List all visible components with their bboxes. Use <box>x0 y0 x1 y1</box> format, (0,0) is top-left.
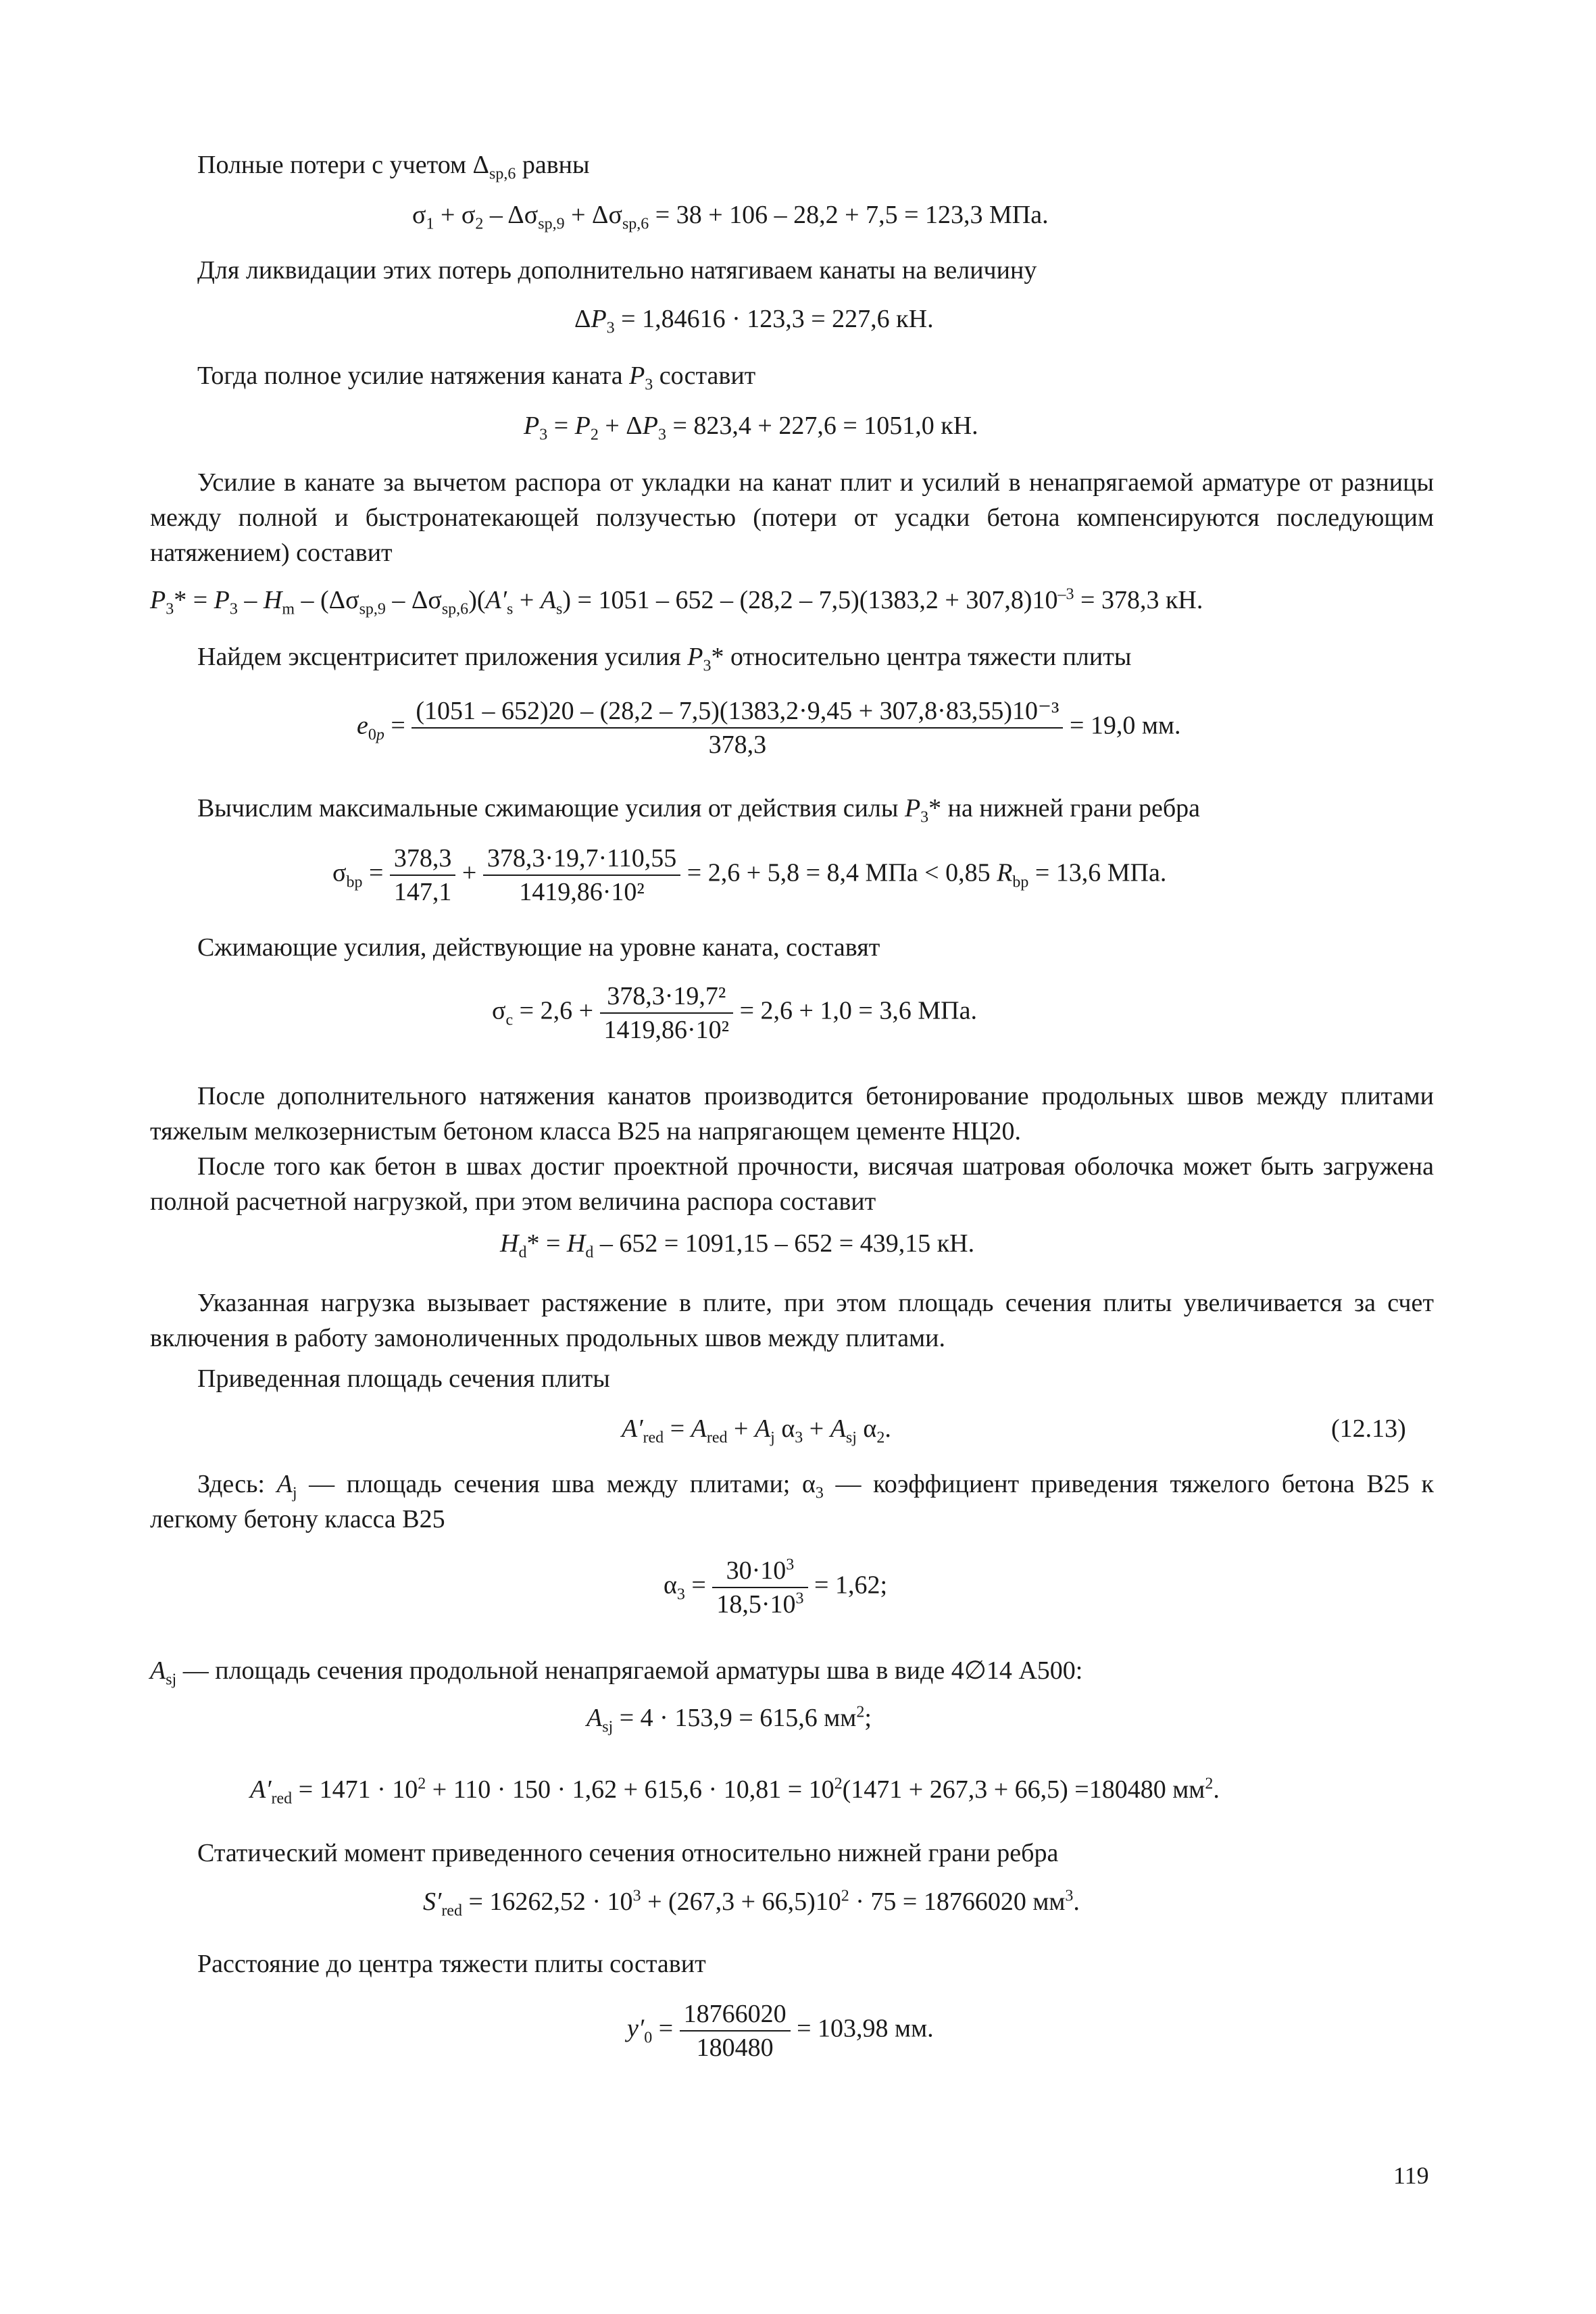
equation-result: = 2,6 + 1,0 = 3,6 МПа. <box>739 996 977 1025</box>
text-line-reduced-area: Приведенная площадь сечения плиты <box>197 1364 610 1393</box>
equation-alpha3: $\alpha_3$ = $\frac{30\cdot 10^3}{18,5\cdot 10^3}$ = 1,62; <box>664 1556 888 1619</box>
fraction-numerator: 378,3·19,7·110,55 <box>483 843 680 876</box>
fraction-denominator: 147,1 <box>393 878 452 906</box>
fraction-numerator: 378,3·19,7² <box>600 981 734 1014</box>
fraction-numerator: 18766020 <box>680 1999 791 2032</box>
fraction-denominator: $18,5\cdot 10^3$ <box>716 1590 804 1619</box>
text-line-eccentricity: Найдем эксцентриситет приложения усилия $P_3*$ относительно центра тяжести плиты <box>197 643 1132 675</box>
equation-sigma-bp: $\sigma_{bp}$ = $\frac{378,3}{147,1}$ + $\frac{378,3\cdot 19,7\cdot 110,55}{\text{1419,86·10²}}$ = 2,6 + 5,8 = 8,4 МПа < 0,85 $R_{bp} = 13,6$ МПа. <box>332 844 1167 906</box>
paragraph-concreting: После дополнительного натяжения канатов производится бетонирование продольных швов между плитами тяжелым мелкозернистым бетоном класса B25 на напрягающем цементе НЦ20. <box>150 1082 1434 1146</box>
equation-hd-star: $H_d* = H_d - 652 = 1091,15 - 652 = 439,15$ кН. <box>500 1229 975 1262</box>
equation-p3: $P_3 = P_2 + \Delta P_3 = 823,4 + 227,6 = 1051,0$ кН. <box>524 412 978 444</box>
paragraph-load-tension: Указанная нагрузка вызывает растяжение в плите, при этом площадь сечения плиты увеличивается за счет включения в работу замоноличенных продольных швов между плитами. <box>150 1289 1434 1352</box>
equation-reduced-area-value: $A'_{red} = 1471 \cdot 10^2 + 110 \cdot 150 \cdot 1,62 + 615,6 \cdot 10,81 = 10^2(1471 + 267,3 + 66,5) =180480$ $мм^2$. <box>250 1775 1220 1808</box>
equation-delta-p3: $\Delta P_3 = 1,84616 \cdot 123,3 = 227,6$ кН. <box>574 305 934 337</box>
equation-y0: $y'_0$ = $\frac{18766020}{180480}$ = 103,98 мм. <box>627 2000 934 2062</box>
fraction-sigma-bp-1 <box>390 843 456 907</box>
paragraph-after-strength: После того как бетон в швах достиг проектной прочности, висячая шатровая оболочка может быть загружена полной расчетной нагрузкой, при этом величина распора составит <box>150 1152 1434 1216</box>
equation-asj: $A_{sj} = 4 \cdot 153,9 = 615,6$ $мм^2$; <box>587 1703 872 1736</box>
fraction-numerator: 378,3 <box>390 843 456 876</box>
fraction-numerator: $30\cdot 10^3$ <box>712 1556 807 1588</box>
paragraph-here: Здесь: $A_j$ — площадь сечения шва между плитами; $\alpha_3$ — коэффициент приведения тяжелого бетона B25 к легкому бетону класса B25 <box>150 1470 1434 1533</box>
text-line-distance: Расстояние до центра тяжести плиты составит <box>197 1950 706 1978</box>
text-line-static-moment: Статический момент приведенного сечения относительно нижней грани ребра <box>197 1839 1059 1867</box>
text-line-full-force: Тогда полное усилие натяжения каната $P_3$ составит <box>197 362 756 394</box>
equation-total-losses: $\sigma_1 + \sigma_2 - \Delta\sigma_{sp,9} + \Delta\sigma_{sp,6} = 38 + 106 - 28,2 + 7,5 = 123,3$ МПа. <box>412 201 1049 233</box>
equation-reduced-area: $A'_{red} = A_{red} + A_j$ $\alpha_3 + A_{sj}$ $\alpha_2$. <box>622 1414 891 1447</box>
text-line-liquidation: Для ликвидации этих потерь дополнительно натягиваем канаты на величину <box>197 256 1037 285</box>
fraction-sigma-bp-2 <box>483 843 680 907</box>
fraction-numerator: (1051 – 652)20 – (28,2 – 7,5)(1383,2·9,45 + 307,8·83,55)10⁻³ <box>412 696 1063 729</box>
fraction-y0 <box>680 1999 791 2063</box>
fraction-sigma-c <box>600 981 734 1045</box>
equation-number: (12.13) <box>1331 1414 1406 1443</box>
equation-static-moment: $S'_{red} = 16262,52 \cdot 10^3 + (267,3 + 66,5)10^2 \cdot 75 = 18766020$ $мм^3$. <box>423 1887 1080 1920</box>
text-line-max-compression: Вычислим максимальные сжимающие усилия от действия силы $P_3*$ на нижней грани ребра <box>197 794 1201 827</box>
text-line-compression-cable: Сжимающие усилия, действующие на уровне каната, составят <box>197 933 880 962</box>
equation-eccentricity: $e_{0p}$ = $\frac{\text{(1051 – 652)20 – (28,2 – 7,5)(1383,2·9,45 + 307,8·83,55)10⁻³}}{378,3}$ = 19,0 мм. <box>357 697 1181 759</box>
paragraph-force-in-cable: Усилие в канате за вычетом распора от укладки на канат плит и усилий в ненапрягаемой арматуре от разницы между полной и быстронатекающей ползучестью (потери от усадки бетона компенсируются последующим натяжением) составит <box>150 468 1434 567</box>
fraction-denominator: 378,3 <box>708 731 767 759</box>
fraction-alpha3 <box>712 1556 807 1619</box>
fraction-denominator: 1419,86·10² <box>519 878 645 906</box>
fraction-eccentricity <box>412 696 1063 760</box>
fraction-denominator: 1419,86·10² <box>603 1016 730 1044</box>
equation-result: = 19,0 мм. <box>1069 711 1181 740</box>
text-line-asj: $A_{sj}$ — площадь сечения продольной ненапрягаемой арматуры шва в виде 4∅14 A500: <box>150 1656 1083 1689</box>
equation-sigma-c: $\sigma_c = 2,6$ + $\frac{\text{378,3·19,7²}}{\text{1419,86·10²}}$ = 2,6 + 1,0 = 3,6 МПа. <box>492 982 977 1044</box>
equation-p3-star: $P_3* = P_3 - H_m - (\Delta\sigma_{sp,9} - \Delta\sigma_{sp,6})(A'_s + A_s) = 1051 - 652 - (28,2 - 7,5)(1383,2 + 307,8)10^{-3} = 378,3$ кН. <box>150 585 1203 618</box>
text-line-losses: Полные потери с учетом $\Delta_{sp,6}$ равны <box>197 151 590 183</box>
page-number: 119 <box>1393 2162 1429 2189</box>
fraction-denominator: 180480 <box>696 2034 774 2062</box>
equation-result: = 103,98 мм. <box>797 2014 934 2043</box>
equation-result: = 1,62; <box>814 1571 888 1600</box>
